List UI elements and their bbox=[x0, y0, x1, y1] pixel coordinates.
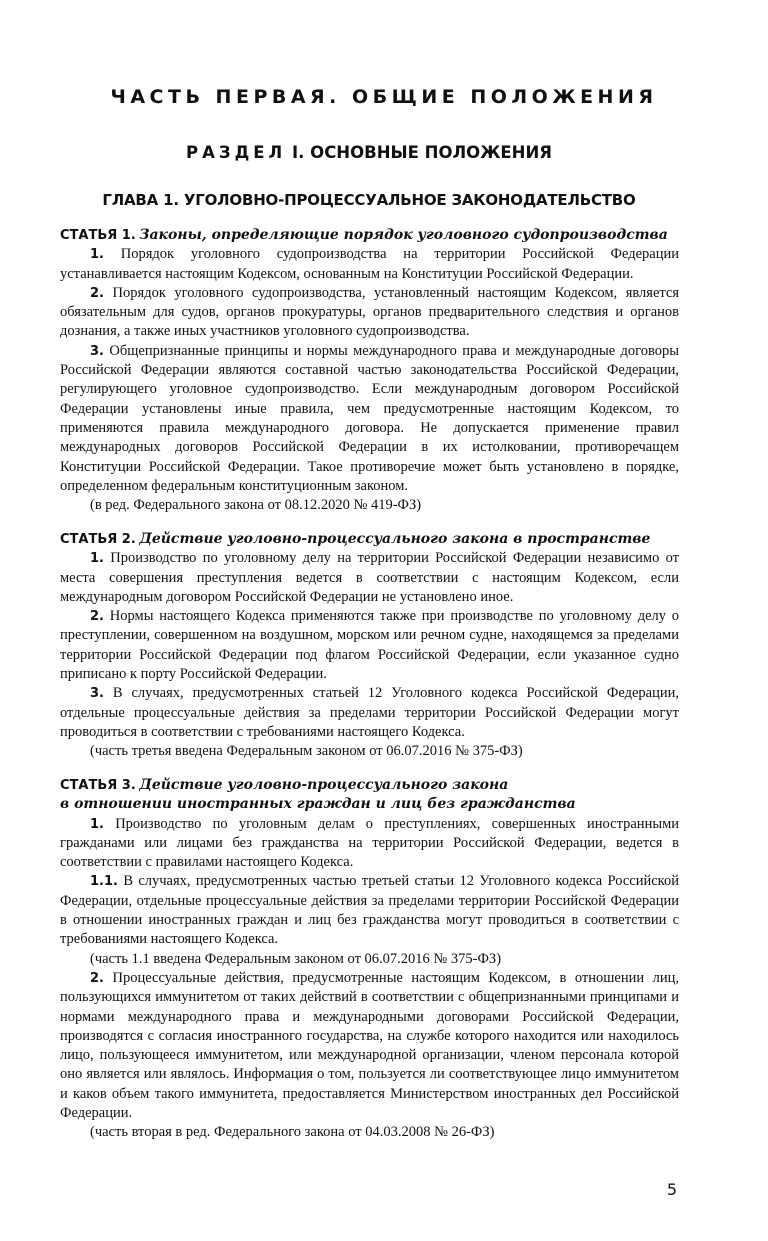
article-label: СТАТЬЯ 1. bbox=[60, 228, 136, 243]
paragraph-text: Нормы настоящего Кодекса применяются также при производстве по уголовному делу о преступлении, совершенном на воздушном, морском или речном судне, находящемся за пределами территории Российской Федерации под флагом Российской Федерации, если указанное судно приписано к порту Российской Федерации. bbox=[60, 608, 680, 683]
amendment-note: (часть третья введена Федеральным законом от 06.07.2016 № 375-ФЗ) bbox=[90, 743, 523, 760]
paragraph-number: 3. bbox=[90, 686, 104, 702]
article-title-continued bbox=[60, 795, 679, 814]
paragraph-text: Процессуальные действия, предусмотренные настоящим Кодексом, в отношении лиц, пользующихся иммунитетом от таких действий в соответствии с общепризнанными принципами и нормами международного права и международными договорами Российской Федерации, производятся с согласия иностранного государства, на службе которого находится или находилось лицо, пользующееся иммунитетом, или международной организации, членом персонала которой оно является или являлось. Информация о том, пользуется ли соответствующее лицо иммунитетом и каков объем такого иммунитета, предоставляется Министерством иностранных дел Российской Федерации. bbox=[60, 969, 680, 1122]
paragraph-number: 3. bbox=[90, 343, 104, 359]
paragraph bbox=[60, 872, 679, 949]
paragraph bbox=[60, 684, 679, 742]
section-title: I. ОСНОВНЫЕ ПОЛОЖЕНИЯ bbox=[292, 143, 552, 162]
page-number: 5 bbox=[666, 1180, 677, 1199]
chapter-label: ГЛАВА 1. bbox=[102, 191, 179, 209]
paragraph-text: Производство по уголовному делу на территории Российской Федерации независимо от места совершения преступления ведется в соответствии с настоящим Кодексом, если международным договором Российской Федерации не установлено иное. bbox=[60, 550, 679, 605]
article-title bbox=[60, 776, 679, 795]
chapter-title: УГОЛОВНО-ПРОЦЕССУАЛЬНОЕ ЗАКОНОДАТЕЛЬСТВО bbox=[183, 191, 636, 209]
article-1 bbox=[60, 226, 679, 515]
paragraph-text: В случаях, предусмотренных статьей 12 Уголовного кодекса Российской Федерации, отдельные процессуальные действия за пределами территории Российской Федерации могут проводиться в соответствии с требованиями настоящего Кодекса. bbox=[60, 685, 679, 740]
paragraph-number: 2. bbox=[90, 285, 104, 301]
article-label: СТАТЬЯ 3. bbox=[60, 778, 136, 793]
article-name: Действие уголовно-процессуального закона в пространстве bbox=[139, 531, 651, 547]
paragraph-number: 1.1. bbox=[90, 874, 118, 890]
paragraph bbox=[60, 284, 679, 342]
section-heading bbox=[0, 143, 738, 162]
article-3 bbox=[60, 776, 679, 1143]
paragraph-text: Производство по уголовным делам о преступлениях, совершенных иностранными гражданами или лицами без гражданства на территории Российской Федерации, ведется в соответствии с правилами настоящего Кодекса. bbox=[60, 815, 680, 871]
paragraph-number: 1. bbox=[90, 551, 104, 567]
paragraph-number: 1. bbox=[90, 816, 104, 832]
paragraph bbox=[60, 245, 679, 284]
article-label: СТАТЬЯ 2. bbox=[60, 532, 136, 547]
paragraph bbox=[60, 342, 679, 496]
article-name-line-1: Действие уголовно-процессуального закона bbox=[139, 777, 509, 793]
paragraph bbox=[60, 549, 679, 607]
part-title: ЧАСТЬ ПЕРВАЯ. ОБЩИЕ ПОЛОЖЕНИЯ bbox=[110, 86, 658, 108]
paragraph bbox=[60, 815, 679, 873]
paragraph-number: 2. bbox=[90, 609, 104, 625]
paragraph-number: 2. bbox=[90, 970, 104, 986]
paragraph bbox=[60, 607, 679, 684]
paragraph-number: 1. bbox=[90, 247, 104, 263]
paragraph-text: Общепризнанные принципы и нормы международного права и международные договоры Российской Федерации являются составной частью законодательства Российской Федерации, регулирующего уголовное судопроизводство. Если международным договором Российской Федерации установлены иные правила, чем предусмотренные настоящим Кодексом, то применяются правила международного договора. Не допускается применение правил международных договоров Российской Федерации в их истолковании, противоречащем Конституции Российской Федерации. Такое противоречие может быть установлено в порядке, определенном федеральным конституционным законом. bbox=[60, 342, 680, 494]
amendment-note: (часть 1.1 введена Федеральным законом от 06.07.2016 № 375-ФЗ) bbox=[90, 950, 502, 967]
article-title bbox=[60, 226, 679, 245]
paragraph-text: Порядок уголовного судопроизводства, установленный настоящим Кодексом, является обязательным для судов, органов прокуратуры, органов предварительного следствия и органов дознания, а также иных участников уголовного судопроизводства. bbox=[60, 284, 679, 340]
paragraph-text: В случаях, предусмотренных частью третьей статьи 12 Уголовного кодекса Российской Федерации, отдельные процессуальные действия за пределами территории Российской Федерации в отношении иностранных граждан и лиц без гражданства могут проводиться в соответствии с требованиями настоящего Кодекса. bbox=[60, 873, 679, 948]
article-name: Законы, определяющие порядок уголовного судопроизводства bbox=[139, 227, 668, 243]
amendment-note: (часть вторая в ред. Федерального закона от 04.03.2008 № 26-ФЗ) bbox=[90, 1124, 495, 1141]
article-name-line-2: в отношении иностранных граждан и лиц без гражданства bbox=[60, 796, 576, 813]
chapter-heading bbox=[0, 191, 738, 209]
section-label: РАЗДЕЛ bbox=[186, 143, 287, 162]
article-2 bbox=[60, 530, 679, 762]
paragraph bbox=[60, 969, 679, 1123]
amendment-note: (в ред. Федерального закона от 08.12.2020 № 419-ФЗ) bbox=[90, 497, 422, 514]
paragraph-text: Порядок уголовного судопроизводства на территории Российской Федерации устанавливается настоящим Кодексом, основанным на Конституции Российской Федерации. bbox=[60, 246, 680, 282]
article-title bbox=[60, 530, 679, 549]
